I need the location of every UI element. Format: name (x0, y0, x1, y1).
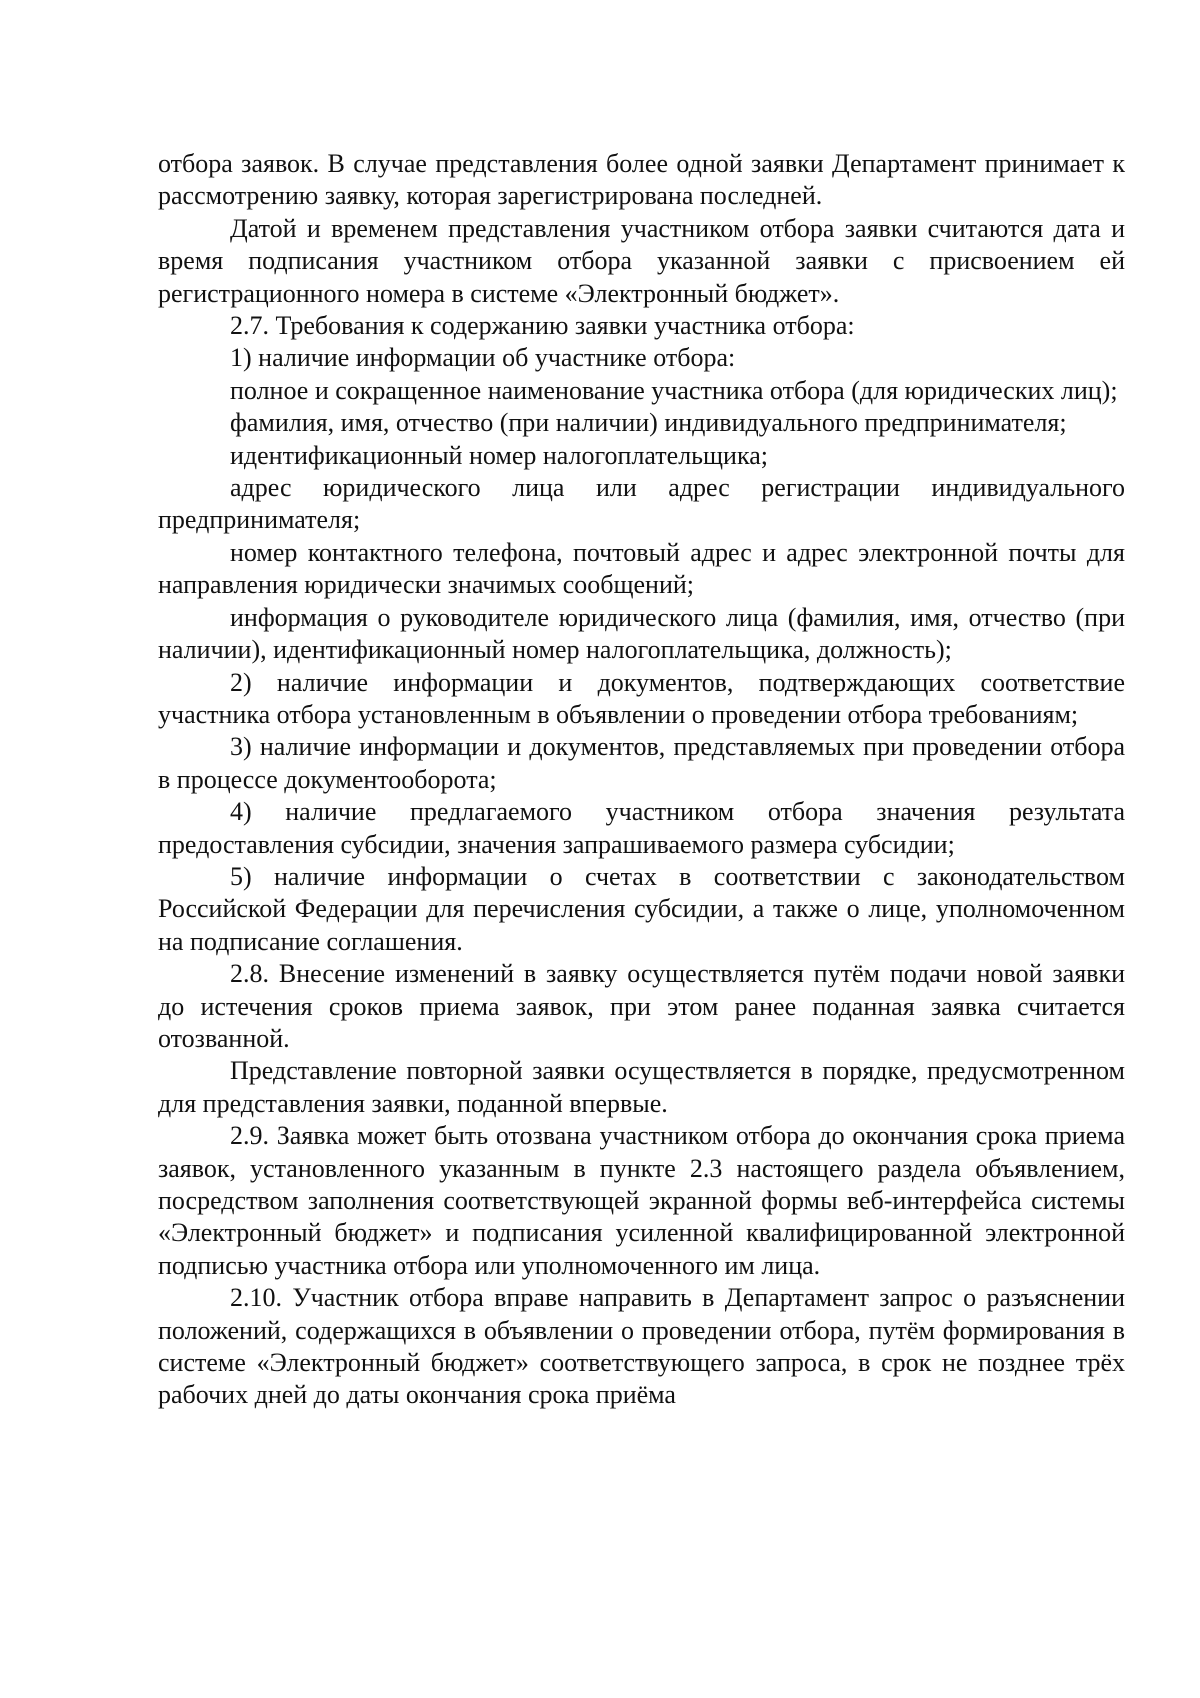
paragraph-full-name: полное и сокращенное наименование участника отбора (для юридических лиц); (230, 375, 1118, 405)
paragraph-2-8: 2.8. Внесение изменений в заявку осуществляется путём подачи новой заявки до истечения сроков приема заявок, при этом ранее поданная заявка считается отозванной. (158, 959, 1125, 1053)
paragraph-item-2: 2) наличие информации и документов, подтверждающих соответствие участника отбора установленным в объявлении о проведении отбора требованиям; (158, 667, 1125, 729)
paragraph-2-10: 2.10. Участник отбора вправе направить в Департамент запрос о разъяснении положений, содержащихся в объявлении о проведении отбора, путём формирования в системе «Электронный бюджет» соответствующего запроса, в срок не позднее трёх рабочих дней до даты окончания срока приёма (158, 1283, 1125, 1410)
paragraph-address: адрес юридического лица или адрес регистрации индивидуального предпринимателя; (158, 473, 1125, 535)
paragraph-2-9: 2.9. Заявка может быть отозвана участником отбора до окончания срока приема заявок, установленного указанным в пункте 2.3 настоящего раздела объявлением, посредством заполнения соответствующей экранной формы веб-интерфейса системы «Электронный бюджет» и подписания усиленной квалифицированной электронной подписью участника отбора или уполномоченного им лица. (158, 1121, 1125, 1280)
paragraph-item-1: 1) наличие информации об участнике отбора: (230, 343, 736, 373)
document-page (158, 148, 1125, 1412)
paragraph-contacts: номер контактного телефона, почтовый адрес и адрес электронной почты для направления юридически значимых сообщений; (158, 537, 1125, 600)
paragraph-repeat-submission: Представление повторной заявки осуществляется в порядке, предусмотренном для представления заявки, поданной впервые. (158, 1056, 1125, 1118)
paragraph-item-4: 4) наличие предлагаемого участником отбора значения результата предоставления субсидии, значения запрашиваемого размера субсидии; (158, 797, 1125, 859)
paragraph-continuation: отбора заявок. В случае представления более одной заявки Департамент принимает к рассмотрению заявку, которая зарегистрирована последней. (158, 149, 1125, 211)
paragraph-entrepreneur-name: фамилия, имя, отчество (при наличии) индивидуального предпринимателя; (230, 408, 1067, 438)
paragraph-inn: идентификационный номер налогоплательщика; (230, 440, 768, 470)
paragraph-item-3: 3) наличие информации и документов, представляемых при проведении отбора в процессе документооборота; (158, 732, 1125, 794)
paragraph-2-7-heading: 2.7. Требования к содержанию заявки участника отбора: (230, 311, 855, 341)
paragraph-item-5: 5) наличие информации о счетах в соответствии с законодательством Российской Федерации для перечисления субсидии, а также о лице, уполномоченном на подписание соглашения. (158, 861, 1125, 956)
paragraph-manager-info: информация о руководителе юридического лица (фамилия, имя, отчество (при наличии), идентификационный номер налогоплательщика, должность); (158, 602, 1125, 665)
paragraph-submission-date: Датой и временем представления участником отбора заявки считаются дата и время подписания участником отбора указанной заявки с присвоением ей регистрационного номера в системе «Электронный бюджет». (158, 213, 1125, 308)
